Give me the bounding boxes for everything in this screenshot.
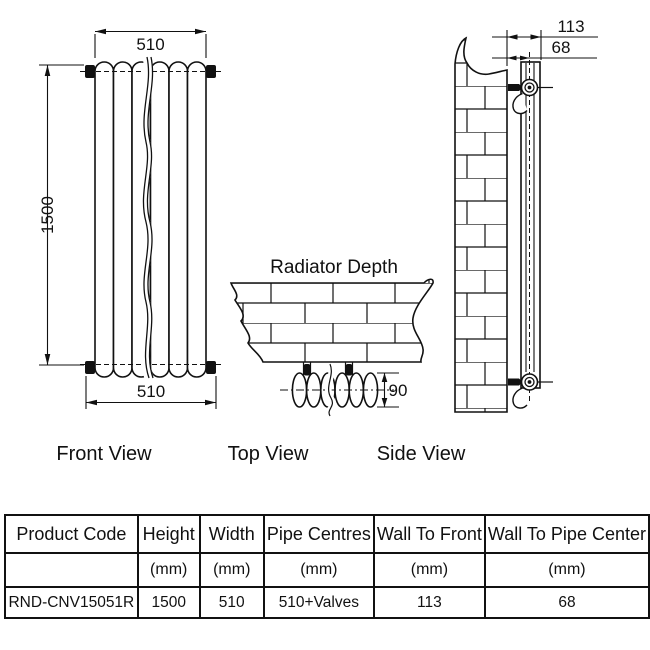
spec-table-data-row	[5, 587, 649, 618]
side-wall-to-pipe-value: 68	[551, 38, 571, 57]
value-height: 1500	[138, 587, 200, 618]
front-height-value: 1500	[38, 196, 57, 234]
value-wall-to-front: 113	[374, 587, 485, 618]
top-view-title: Radiator Depth	[270, 257, 398, 278]
side-wall	[450, 35, 510, 415]
col-header-wall-to-front: Wall To Front	[374, 515, 485, 553]
side-bracket-bottom	[508, 374, 553, 408]
front-view-label: Front View	[56, 443, 152, 465]
unit-width: (mm)	[200, 553, 264, 587]
side-view-drawing	[377, 17, 598, 465]
unit-height: (mm)	[138, 553, 200, 587]
front-width-bottom-value: 510	[136, 382, 166, 401]
side-wall-to-front-value: 113	[557, 17, 585, 36]
spec-table	[4, 514, 650, 619]
value-pipe-centres: 510+Valves	[264, 587, 374, 618]
col-header-width: Width	[200, 515, 264, 553]
side-wall-to-pipe-dimension	[492, 56, 597, 61]
unit-wall-to-front: (mm)	[374, 553, 485, 587]
top-depth-value: 90	[388, 381, 408, 400]
top-view-drawing	[225, 257, 440, 465]
col-header-wall-to-pipe-center: Wall To Pipe Center	[485, 515, 649, 553]
top-wall	[225, 278, 440, 368]
value-wall-to-pipe-center: 68	[485, 587, 649, 618]
unit-pipe-centres: (mm)	[264, 553, 374, 587]
col-header-height: Height	[138, 515, 200, 553]
col-header-pipe-centres: Pipe Centres	[264, 515, 374, 553]
top-view-label: Top View	[227, 443, 309, 465]
spec-table-header-row	[5, 515, 649, 553]
col-header-product-code: Product Code	[5, 515, 138, 553]
unit-wall-to-pipe-center: (mm)	[485, 553, 649, 587]
side-view-label: Side View	[376, 443, 466, 465]
value-product-code: RND-CNV15051R	[5, 587, 138, 618]
unit-product-code	[5, 553, 138, 587]
value-width: 510	[200, 587, 264, 618]
front-width-top-value: 510	[136, 35, 165, 54]
front-view-drawing	[38, 29, 221, 465]
spec-table-units-row	[5, 553, 649, 587]
